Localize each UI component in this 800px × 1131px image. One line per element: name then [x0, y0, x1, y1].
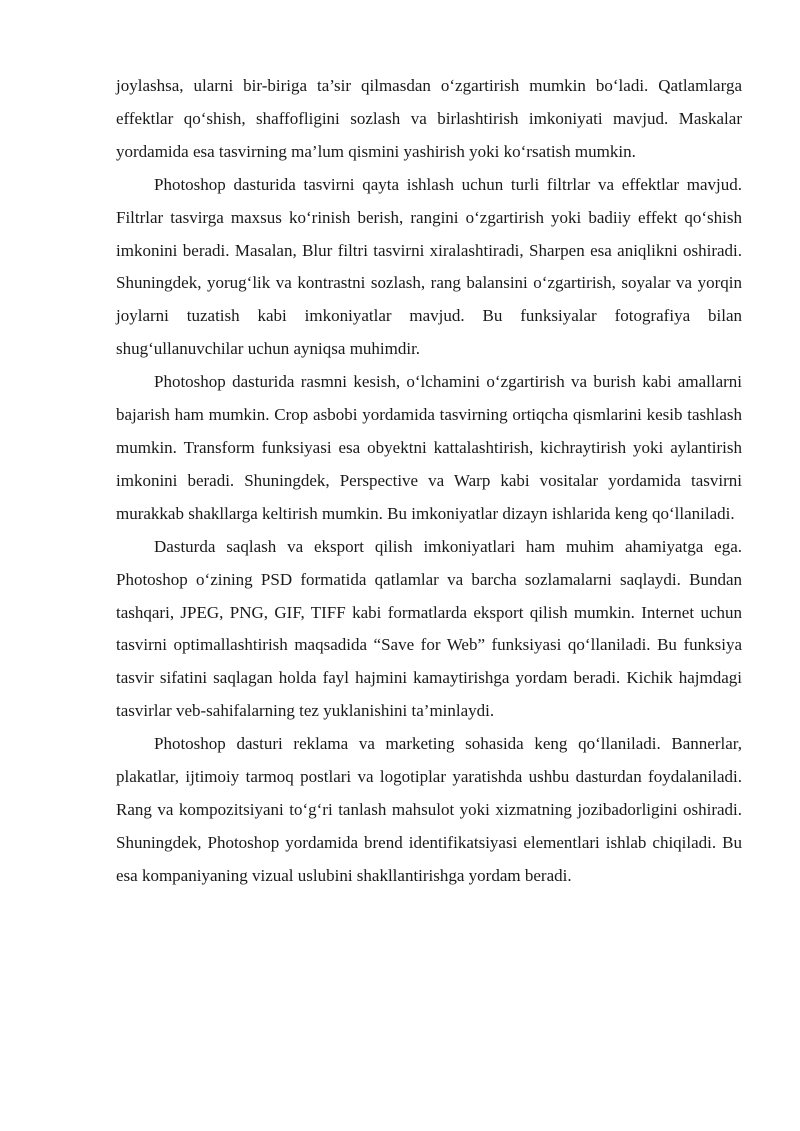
- paragraph-crop-transform: Photoshop dasturida rasmni kesish, o‘lchamini o‘zgartirish va burish kabi amallarni bajarish ham mumkin. Crop asbobi yordamida tasvirning ortiqcha qismlarini kesib tashlash mumkin. Transform funksiyasi esa obyektni kattalashtirish, kichraytirish yoki aylantirish imkonini beradi. Shuningdek, Perspective va Warp kabi vositalar yordamida tasvirni murakkab shakllarga keltirish mumkin. Bu imkoniyatlar dizayn ishlarida keng qo‘llaniladi.: [116, 372, 742, 523]
- paragraph-layers-continuation: joylashsa, ularni bir-biriga ta’sir qilmasdan o‘zgartirish mumkin bo‘ladi. Qatlamlarga effektlar qo‘shish, shaffofligini sozlash va birlashtirish imkoniyati mavjud. Maskalar yordamida esa tasvirning ma’lum qismini yashirish yoki ko‘rsatish mumkin.: [116, 76, 742, 161]
- paragraph-filters-effects: Photoshop dasturida tasvirni qayta ishlash uchun turli filtrlar va effektlar mavjud. Filtrlar tasvirga maxsus ko‘rinish berish, rangini o‘zgartirish yoki badiiy effekt qo‘shish imkonini beradi. Masalan, Blur filtri tasvirni xiralashtiradi, Sharpen esa aniqlikni oshiradi. Shuningdek, yorug‘lik va kontrastni sozlash, rang balansini o‘zgartirish, soyalar va yorqin joylarni tuzatish kabi imkoniyatlar mavjud. Bu funksiyalar fotografiya bilan shug‘ullanuvchilar uchun ayniqsa muhimdir.: [116, 174, 742, 359]
- paragraph-advertising-marketing: Photoshop dasturi reklama va marketing sohasida keng qo‘llaniladi. Bannerlar, plakatlar, ijtimoiy tarmoq postlari va logotiplar yaratishda ushbu dasturdan foydalaniladi. Rang va kompozitsiyani to‘g‘ri tanlash mahsulot yoki xizmatning jozibadorligini oshiradi. Shuningdek, Photoshop yordamida brend identifikatsiyasi elementlari ishlab chiqiladi. Bu esa kompaniyaning vizual uslubini shakllantirishga yordam beradi.: [116, 734, 742, 885]
- document-page: [116, 70, 742, 893]
- paragraph-save-export: Dasturda saqlash va eksport qilish imkoniyatlari ham muhim ahamiyatga ega. Photoshop o‘zining PSD formatida qatlamlar va barcha sozlamalarni saqlaydi. Bundan tashqari, JPEG, PNG, GIF, TIFF kabi formatlarda eksport qilish mumkin. Internet uchun tasvirni optimallashtirish maqsadida “Save for Web” funksiyasi qo‘llaniladi. Bu funksiya tasvir sifatini saqlagan holda fayl hajmini kamaytirishga yordam beradi. Kichik hajmdagi tasvirlar veb-sahifalarning tez yuklanishini ta’minlaydi.: [116, 536, 742, 721]
